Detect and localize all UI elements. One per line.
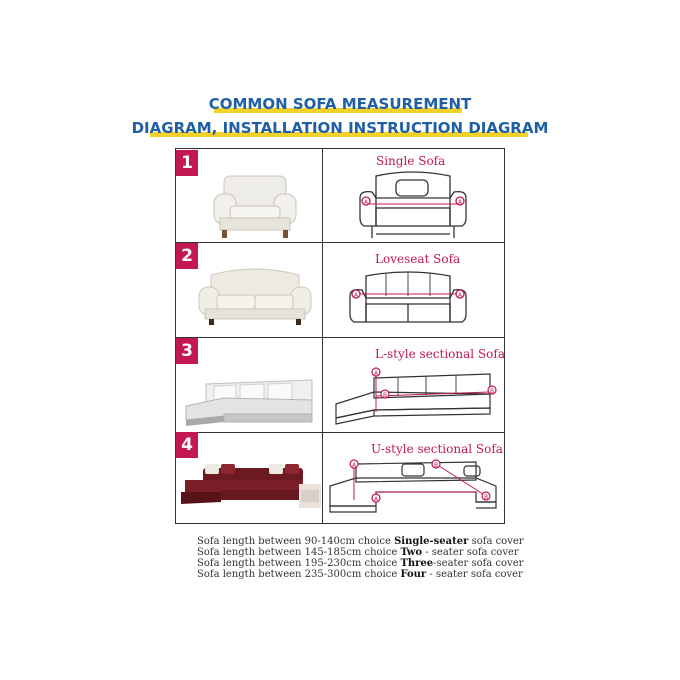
u-style-sofa-sketch <box>326 456 500 516</box>
single-sofa-marker-a2: A <box>458 199 463 206</box>
row-title-single-sofa: Single Sofa <box>376 154 446 168</box>
row-number-badge-4: 4 <box>176 432 198 458</box>
size-guide-line-3-bold: Three <box>400 558 434 569</box>
l-style-marker-a: A <box>374 370 379 377</box>
row-number-badge-2: 2 <box>176 243 198 269</box>
table-divider-row-1 <box>176 242 504 243</box>
size-guide-line-2 <box>197 547 519 558</box>
l-style-marker-b: B <box>383 392 388 399</box>
size-guide-line-2-pre: Sofa length between 145-185cm choice <box>197 547 401 558</box>
size-guide-line-4-post: - seater sofa cover <box>426 569 523 580</box>
size-guide-line-3-pre: Sofa length between 195-230cm choice <box>197 558 401 569</box>
size-guide-line-4 <box>197 569 523 580</box>
l-style-marker-b2: B <box>490 388 495 395</box>
page-title-line-2: DIAGRAM, INSTALLATION INSTRUCTION DIAGRAM <box>131 119 549 137</box>
row-title-loveseat-sofa: Loveseat Sofa <box>375 252 461 266</box>
u-style-marker-b2: B <box>484 494 489 501</box>
table-divider-row-3 <box>176 432 504 433</box>
row-number-badge-1: 1 <box>176 150 198 176</box>
size-guide-line-4-bold: Four <box>400 569 427 580</box>
loveseat-marker-a: A <box>354 292 359 299</box>
u-style-marker-a2: A <box>374 496 379 503</box>
size-guide-line-1-post: sofa cover <box>468 536 524 547</box>
size-guide-line-1 <box>197 536 524 547</box>
single-sofa-sketch <box>354 168 472 242</box>
loveseat-photo <box>197 265 313 327</box>
row-number-badge-3: 3 <box>176 338 198 364</box>
table-divider-row-2 <box>176 337 504 338</box>
size-guide-line-4-pre: Sofa length between 235-300cm choice <box>197 569 401 580</box>
size-guide-line-3-post: -seater sofa cover <box>433 558 524 569</box>
loveseat-sofa-sketch <box>346 268 470 334</box>
l-style-sofa-photo <box>184 372 316 428</box>
row-title-l-style-sofa: L-style sectional Sofa <box>375 347 505 361</box>
single-sofa-marker-a: A <box>364 199 369 206</box>
size-guide-line-2-bold: Two <box>400 547 423 558</box>
size-guide-line-2-post: - seater sofa cover <box>422 547 519 558</box>
l-style-sofa-sketch <box>330 364 500 428</box>
size-guide-line-1-pre: Sofa length between 90-140cm choice <box>197 536 395 547</box>
size-guide-line-1-bold: Single-seater <box>394 536 469 547</box>
size-guide-line-3 <box>197 558 523 569</box>
row-title-u-style-sofa: U-style sectional Sofa <box>371 442 503 456</box>
u-style-sofa-photo <box>181 462 321 510</box>
table-divider-vertical <box>322 149 323 523</box>
loveseat-marker-a2: A <box>458 292 463 299</box>
u-style-marker-b: B <box>434 462 439 469</box>
page-title-line-1: COMMON SOFA MEASUREMENT <box>208 95 472 113</box>
armchair-photo <box>210 172 300 242</box>
u-style-marker-a: A <box>352 462 357 469</box>
